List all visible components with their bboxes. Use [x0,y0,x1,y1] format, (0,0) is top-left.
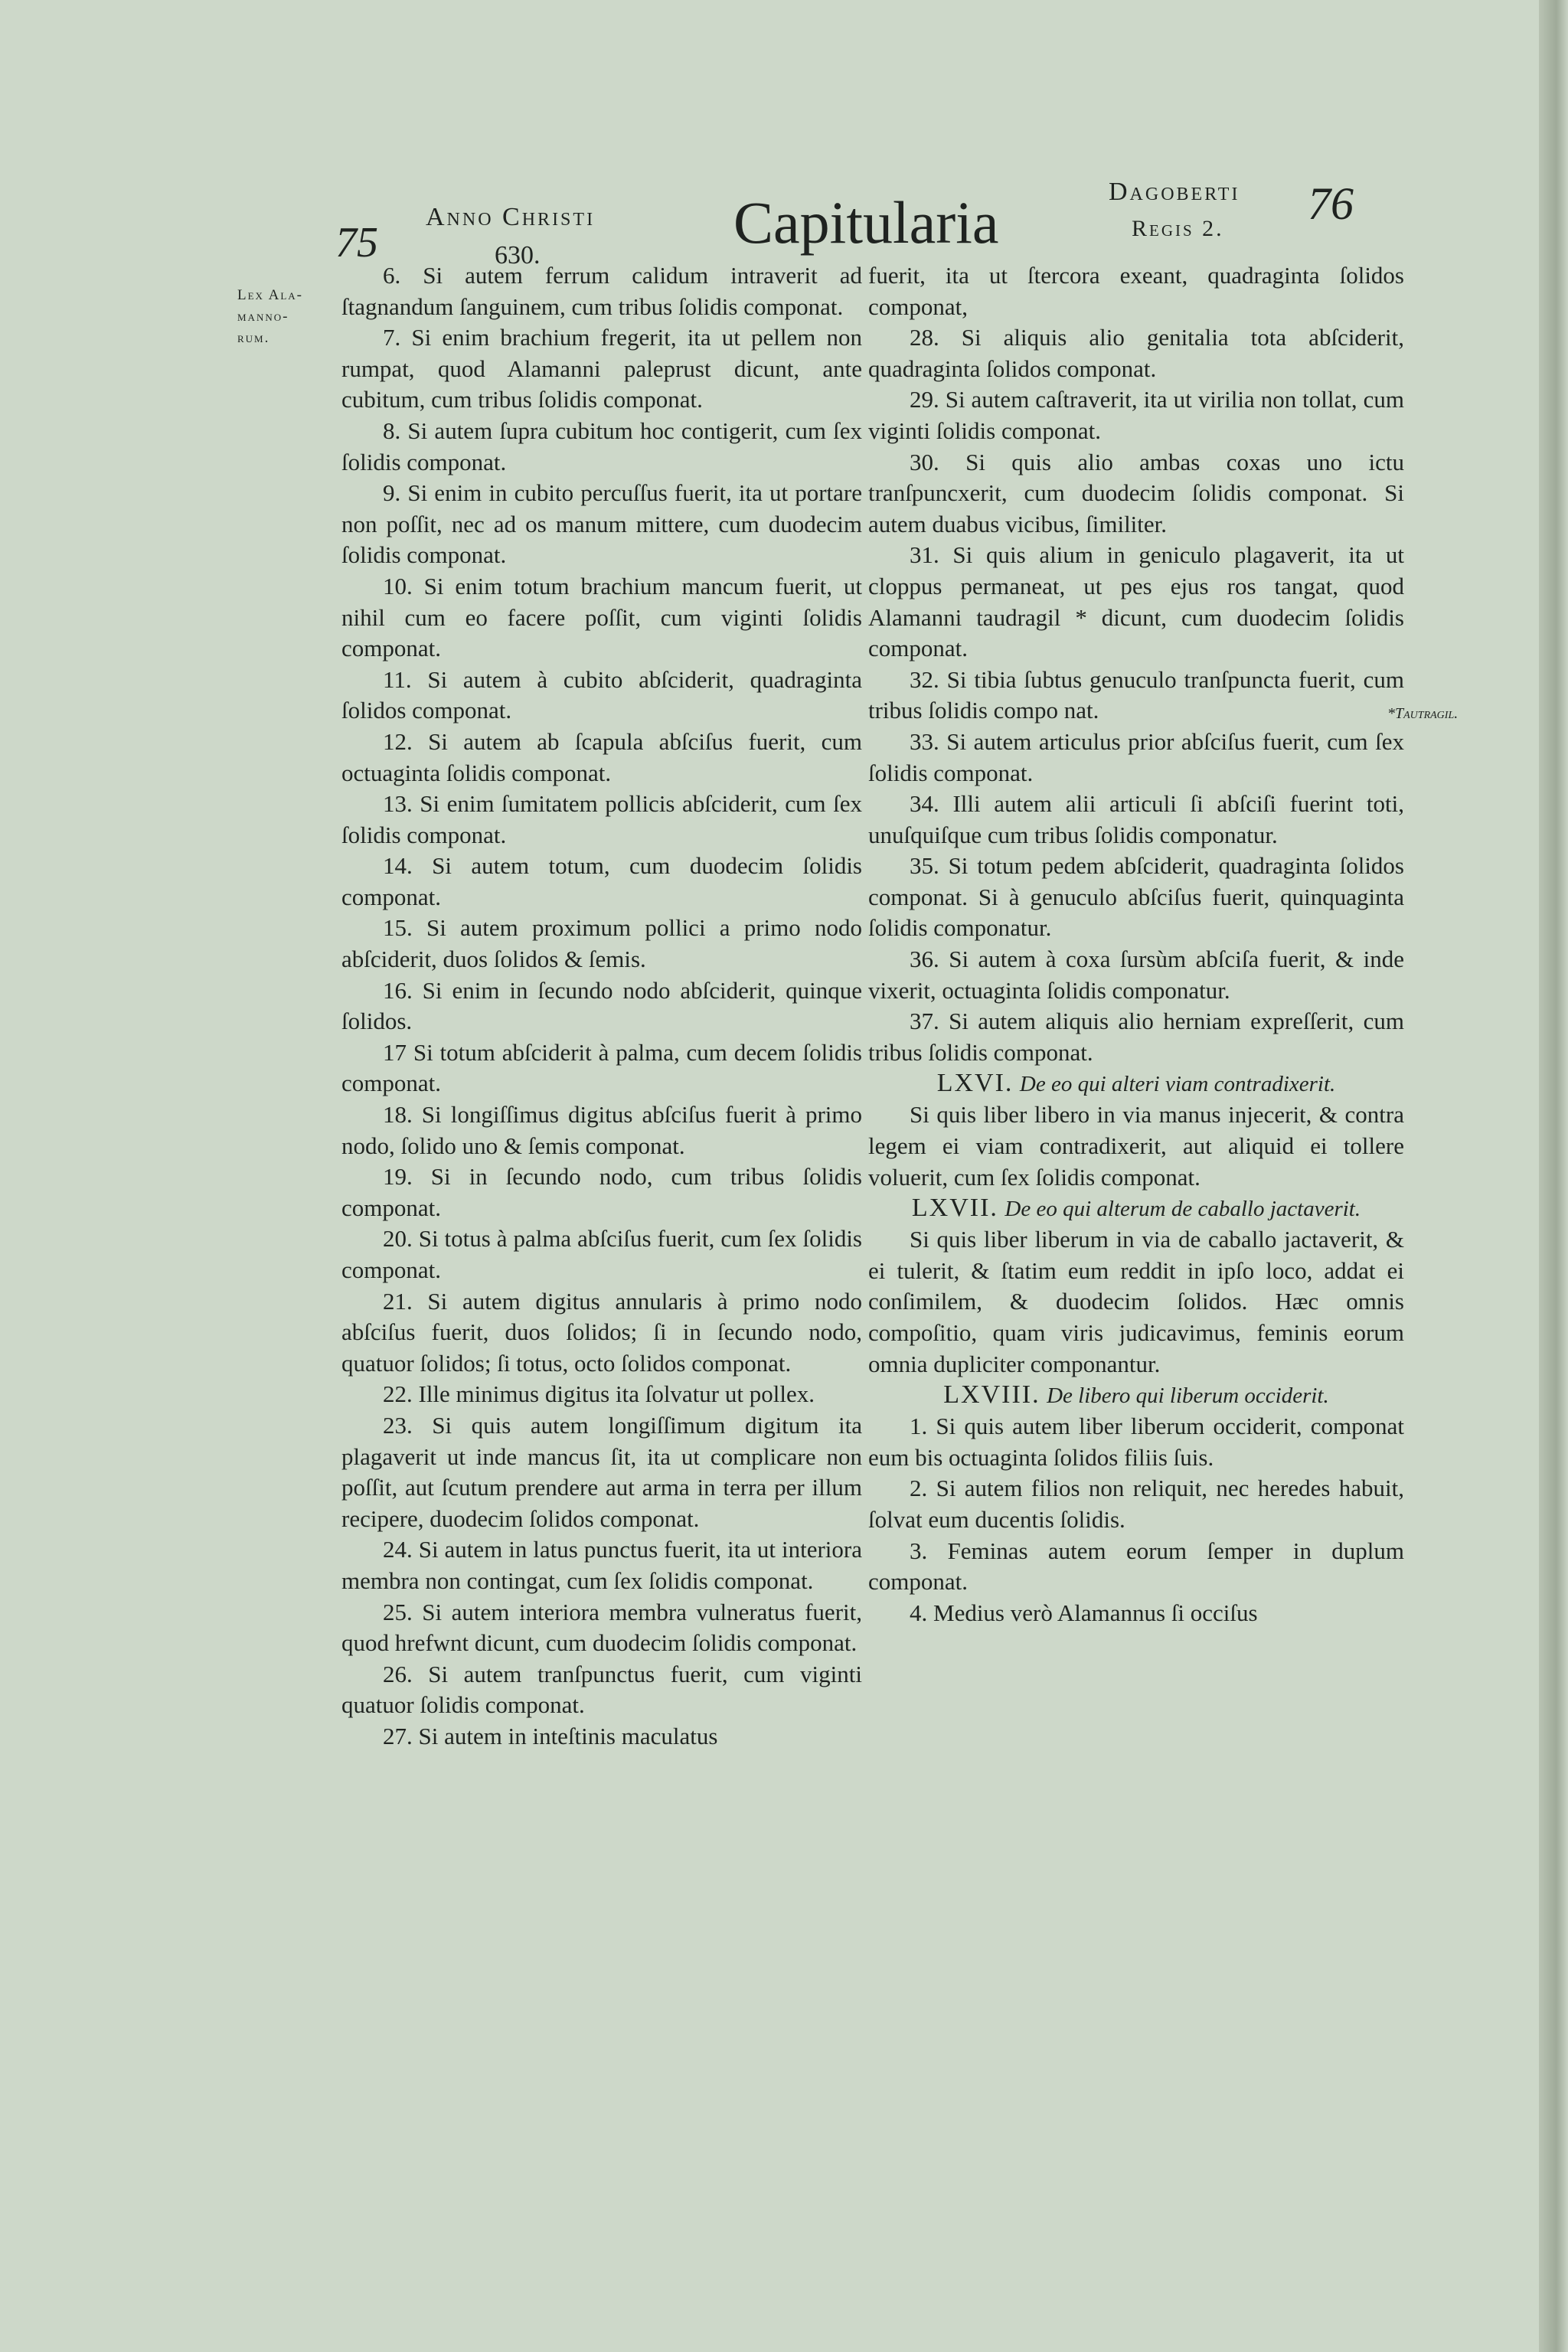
paragraph: 30. Si quis alio ambas coxas uno ictu tranſpuncxerit, cum duodecim ſolidis componat. Si autem duabus vicibus, ſimiliter. [868,448,1404,537]
section-number: LXVII. [911,1194,998,1223]
section-title: De libero qui liberum occiderit. [1047,1383,1329,1409]
paragraph: 36. Si autem à coxa ſursùm abſciſa fuerit, & inde vixerit, octuaginta ſolidis componatur. [868,946,1404,1004]
paragraph-continuation: fuerit, ita ut ſtercora exeant, quadraginta ſolidos componat, [868,262,1404,320]
paragraph: Si quis liber libero in via manus injecerit, & contra legem ei viam contradixerit, aut aliquid ei tollere voluerit, cum ſex ſolidis componat. [868,1101,1404,1191]
section-title: De eo qui alterum de caballo jactaverit. [1004,1197,1361,1222]
paragraph: 15. Si autem proximum pollici a primo nodo abſciderit, duos ſolidos & ſemis. [341,914,862,973]
book-spine-edge [1539,0,1568,2352]
running-head-regis: Regis 2. [1132,216,1224,241]
margin-note-line: manno- [237,309,289,325]
paragraph: 22. Ille minimus digitus ita ſolvatur ut pollex. [383,1380,815,1408]
margin-note-tautragil: *Tautragil. [1387,705,1459,722]
paragraph: 1. Si quis autem liber liberum occiderit, componat eum bis octuaginta ſolidos filiis ſuis. [868,1413,1404,1471]
paragraph: 18. Si longiſſimus digitus abſciſus fuerit à primo nodo, ſolido uno & ſemis componat. [341,1101,862,1159]
paragraph: 16. Si enim in ſecundo nodo abſciderit, quinque ſolidos. [341,976,862,1035]
running-head-dagoberti: Dagoberti [1109,178,1240,206]
paragraph: 31. Si quis alium in geniculo plagaverit, ita ut cloppus permaneat, ut pes ejus ros tangat, quod Alamanni taudragil * dicunt, cum duodecim ſolidis componat. [868,541,1404,662]
paragraph: Si quis liber liberum in via de caballo jactaverit, & ei tulerit, & ſtatim eum reddit in ipſo loco, addat ei conſimilem, & duodecim ſolidos. Hæc omnis compoſitio, quam viris judicavimus, feminis eorum omnia dupliciter componantur. [868,1226,1404,1377]
paragraph: 3. Feminas autem eorum ſemper in duplum componat. [868,1537,1404,1596]
margin-note-line: Lex Ala- [237,287,304,303]
paragraph: 26. Si autem tranſpunctus fuerit, cum viginti quatuor ſolidis componat. [341,1660,862,1719]
section-heading-lxvi [868,1068,1404,1099]
margin-note-lex-alamannorum [237,285,322,349]
paragraph: 25. Si autem interiora membra vulneratus fuerit, quod hrefwnt dicunt, cum duodecim ſolidis componat. [341,1598,862,1657]
paragraph: 20. Si totus à palma abſciſus fuerit, cum ſex ſolidis componat. [341,1225,862,1283]
paragraph: 35. Si totum pedem abſciderit, quadraginta ſolidos componat. Si à genuculo abſciſus fuerit, quinquaginta ſolidis componatur. [868,852,1404,942]
running-head-anno: Anno Christi [426,203,596,231]
paragraph: 12. Si autem ab ſcapula abſciſus fuerit, cum octuaginta ſolidis componat. [341,727,862,786]
margin-note-line: rum. [237,330,270,346]
section-heading-lxviii [868,1380,1404,1411]
paragraph: 34. Illi autem alii articuli ſi abſciſi fuerint toti, unuſquiſque cum tribus ſolidis componatur. [868,790,1404,848]
paragraph: 7. Si enim brachium fregerit, ita ut pellem non rumpat, quod Alamanni paleprust dicunt, ante cubitum, cum tribus ſolidis componat. [341,324,862,413]
left-column [341,260,862,1753]
section-number: LXVI. [936,1069,1014,1098]
paragraph: 17 Si totum abſciderit à palma, cum decem ſolidis componat. [341,1038,862,1097]
paragraph: 14. Si autem totum, cum duodecim ſolidis componat. [341,852,862,910]
paragraph: 32. Si tibia ſubtus genuculo tranſpuncta fuerit, cum tribus ſolidis compo nat. [868,665,1404,724]
paragraph: 27. Si autem in inteſtinis maculatus [383,1722,718,1749]
page-title: Capitularia [733,189,999,256]
section-heading-lxvii [868,1193,1404,1224]
paragraph: 10. Si enim totum brachium mancum fuerit, ut nihil cum eo facere poſſit, cum viginti ſolidis componat. [341,572,862,662]
paragraph: 11. Si autem à cubito abſciderit, quadraginta ſolidos componat. [341,665,862,724]
paragraph: 2. Si autem filios non reliquit, nec heredes habuit, ſolvat eum ducentis ſolidis. [868,1475,1404,1533]
section-number: LXVIII. [943,1380,1040,1410]
paragraph: 24. Si autem in latus punctus fuerit, ita ut interiora membra non contingat, cum ſex ſolidis componat. [341,1536,862,1594]
right-column [868,260,1404,1628]
running-head-year: 630. [495,241,541,270]
paragraph: 37. Si autem aliquis alio herniam expreſſerit, cum tribus ſolidis componat. [868,1008,1404,1066]
paragraph: 6. Si autem ferrum calidum intraverit ad ſtagnandum ſanguinem, cum tribus ſolidis componat. [341,262,862,320]
paragraph: 29. Si autem caſtraverit, ita ut virilia non tollat, cum viginti ſolidis componat. [868,386,1404,444]
paragraph: 19. Si in ſecundo nodo, cum tribus ſolidis componat. [341,1163,862,1221]
paragraph: 21. Si autem digitus annularis à primo nodo abſciſus fuerit, duos ſolidos; ſi in ſecundo nodo, quatuor ſolidos; ſi totus, octo ſolidos componat. [341,1287,862,1377]
paragraph: 4. Medius verò Alamannus ſi occiſus [910,1599,1258,1626]
paragraph: 8. Si autem ſupra cubitum hoc contigerit, cum ſex ſolidis componat. [341,416,862,475]
page-number-left: 75 [335,219,378,266]
section-title: De eo qui alteri viam contradixerit. [1019,1072,1336,1097]
paragraph: 9. Si enim in cubito percuſſus fuerit, ita ut portare non poſſit, nec ad os manum mittere, cum duodecim ſolidis componat. [341,479,862,569]
paragraph: 28. Si aliquis alio genitalia tota abſciderit, quadraginta ſolidos componat. [868,324,1404,382]
paragraph: 13. Si enim ſumitatem pollicis abſciderit, cum ſex ſolidis componat. [341,790,862,848]
paragraph: 23. Si quis autem longiſſimum digitum ita plagaverit ut inde mancus ſit, ita ut complicare non poſſit, aut ſcutum prendere aut arma in terra per illum recipere, duodecim ſolidos componat. [341,1411,862,1532]
paragraph: 33. Si autem articulus prior abſciſus fuerit, cum ſex ſolidis componat. [868,727,1404,786]
page-number-right: 76 [1308,178,1354,229]
